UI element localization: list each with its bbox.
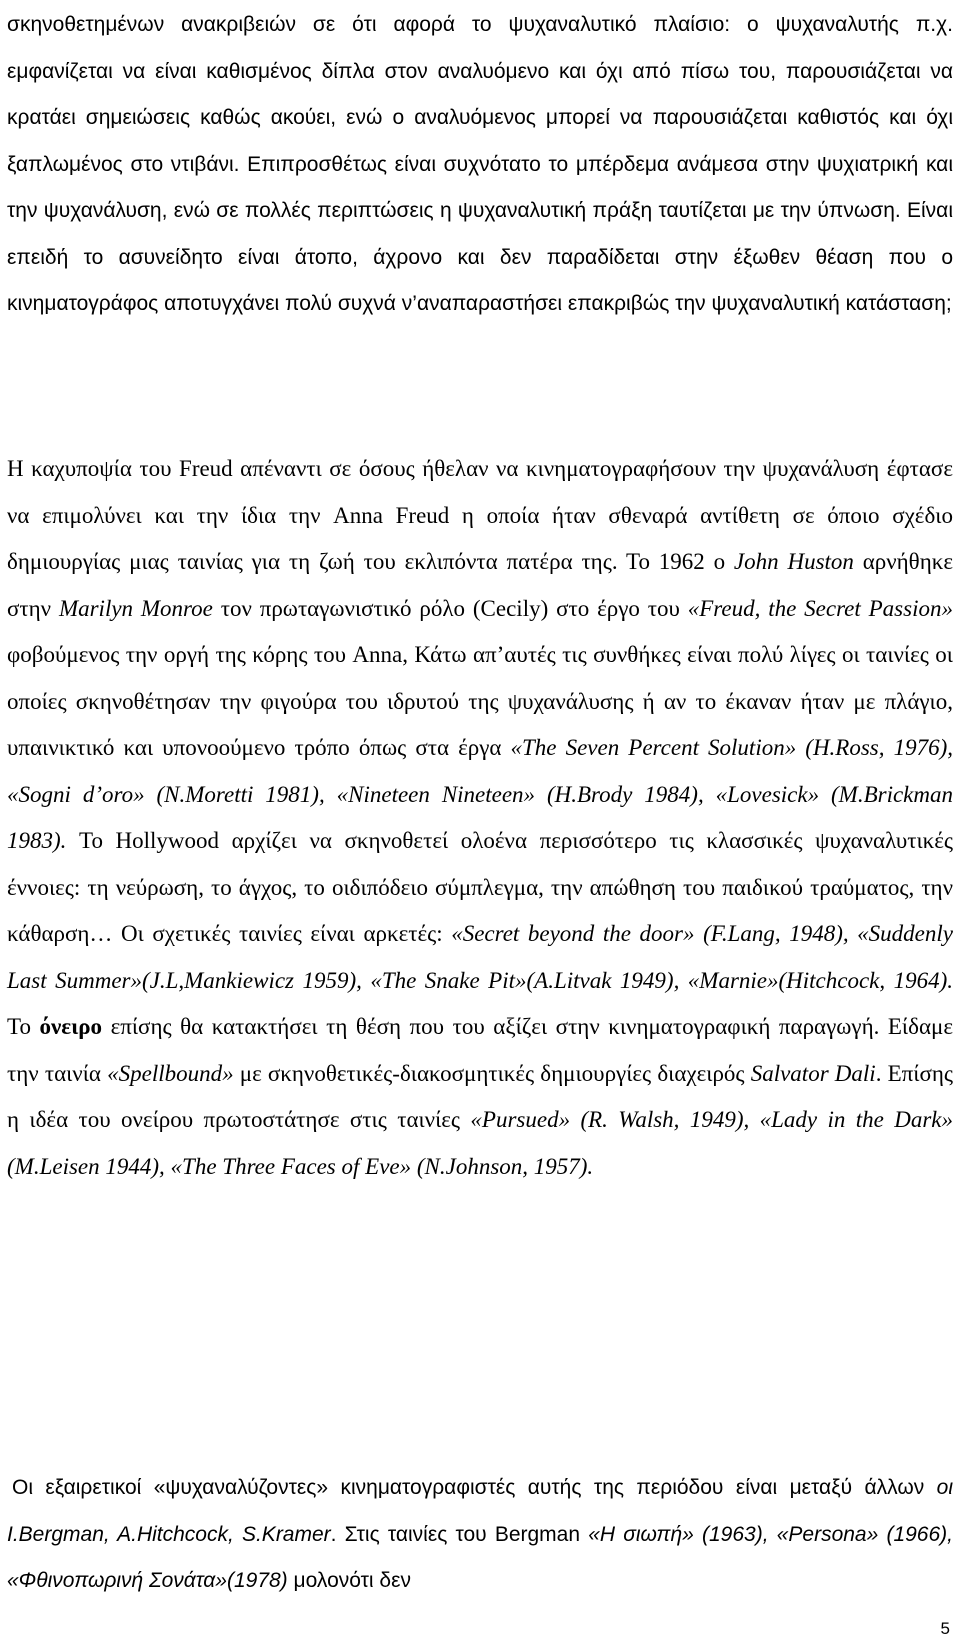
person-name-dali: Salvator Dali xyxy=(750,1060,876,1086)
film-list-dream: «Pursued» (R. Walsh, 1949), «Lady in the Dark» (M.Leisen 1944), «The Three Faces of Eve» (N.Johnson, 1957). xyxy=(7,1107,953,1179)
paragraph-2-text: Η καχυποψία του Freud απέναντι σε όσους ήθελαν να κινηματογραφήσουν την ψυχανάλυση έφτασε να επιμολύνει και την ίδια την Anna Freud η οποία ήταν σθεναρά αντίθετη σε όποιο σχέδιο δημιουργίας μιας ταινίας για τη ζωή του εκλιπόντα πατέρα της. Το 1962 ο xyxy=(7,456,953,574)
paragraph-1 xyxy=(7,2,953,328)
paragraph-2-text: . Επίσης η ιδέα του ονείρου πρωτοστάτησε στις ταινίες xyxy=(7,1060,953,1132)
paragraph-2 xyxy=(7,446,953,1190)
film-title-spellbound: «Spellbound» xyxy=(107,1060,234,1086)
paragraph-2-text: Το Hollywood αρχίζει να σκηνοθετεί ολοένα περισσότερο τις κλασσικές ψυχαναλυτικές έννοιες: τη νεύρωση, το άγχος, το οιδιπόδειο σύμπλεγμα, την απώθηση του παιδικού τραύματος, την κάθαρση… Οι σχετικές ταινίες είναι αρκετές: xyxy=(7,828,953,946)
paragraph-3-text: Οι εξαιρετικοί «ψυχαναλύζοντες» κινηματογραφιστές αυτής της περιόδου είναι μεταξύ άλλων xyxy=(12,1476,937,1499)
director-list: οι I.Bergman, A.Hitchcock, S.Kramer xyxy=(7,1476,953,1546)
paragraph-3 xyxy=(7,1465,953,1605)
person-name-huston: John Huston xyxy=(733,549,854,574)
paragraph-2-text: επίσης θα κατακτήσει τη θέση που του αξίζει στην κινηματογραφική παραγωγή. Είδαμε την ταινία xyxy=(7,1014,954,1086)
paragraph-2-text: φοβούμενος την οργή της κόρης του Anna, Κάτω απ’αυτές τις συνθήκες είναι πολύ λίγες οι ταινίες οι οποίες σκηνοθέτησαν την φιγούρα του ιδρυτού της ψυχανάλυσης ή αν το έκαναν ήταν με πλάγιο, υπαινικτικό και υπονοούμενο τρόπο όπως στα έργα xyxy=(7,642,953,760)
paragraph-3-text: . Στις ταινίες του Bergman xyxy=(330,1522,589,1546)
film-list-freud-related: «The Seven Percent Solution» (H.Ross, 1976), «Sogni d’oro» (N.Moretti 1981), «Nineteen Nineteen» (H.Brody 1984), «Lovesick» (M.Brickman 1983). xyxy=(7,735,953,853)
paragraph-2-text: αρνήθηκε στην xyxy=(7,549,953,621)
paragraph-3-text: μολονότι δεν xyxy=(287,1569,411,1592)
paragraph-1-text: σκηνοθετημένων ανακριβειών σε ότι αφορά το ψυχαναλυτικό πλαίσιο: ο ψυχαναλυτής π.χ. εμφανίζεται να είναι καθισμένος δίπλα στον αναλυόμενο και όχι από πίσω του, παρουσιάζεται να κρατάει σημειώσεις καθώς ακούει, ενώ ο αναλυόμενος μπορεί να παρουσιάζεται καθιστός και όχι ξαπλωμένος στο ντιβάνι. Επιπροσθέτως είναι συχνότατο το μπέρδεμα ανάμεσα στην ψυχιατρική και την ψυχανάλυση, ενώ σε πολλές περιπτώσεις η ψυχαναλυτική πράξη ταυτίζεται με την ύπνωση. Είναι επειδή το ασυνείδητο είναι άτοπο, άχρονο και δεν παραδίδεται στην έξωθεν θέαση που ο κινηματογράφος αποτυγχάνει πολύ συχνά ν’αναπαραστήσει επακριβώς την ψυχαναλυτική κατάσταση; xyxy=(7,13,953,315)
paragraph-2-text: με σκηνοθετικές-διακοσμητικές δημιουργίες διαχειρός xyxy=(233,1060,751,1086)
film-title-freud: «Freud, the Secret Passion» xyxy=(687,595,953,621)
film-list-bergman: «Η σιωπή» (1963), «Persona» (1966), «Φθινοπωρινή Σονάτα»(1978) xyxy=(7,1522,953,1592)
paragraph-2-text: τον πρωταγωνιστικό ρόλο (Cecily) στο έργο του xyxy=(212,595,688,621)
paragraph-2-text: Το xyxy=(7,1014,40,1039)
person-name-monroe: Marilyn Monroe xyxy=(58,595,213,621)
film-list-psychoanalytic: «Secret beyond the door» (F.Lang, 1948), «Suddenly Last Summer»(J.L,Mankiewicz 1959), «The Snake Pit»(A.Litvak 1949), «Marnie»(Hitchcock, 1964). xyxy=(7,921,953,993)
bold-term-dream: όνειρο xyxy=(39,1014,103,1039)
page-number: 5 xyxy=(940,1619,950,1638)
